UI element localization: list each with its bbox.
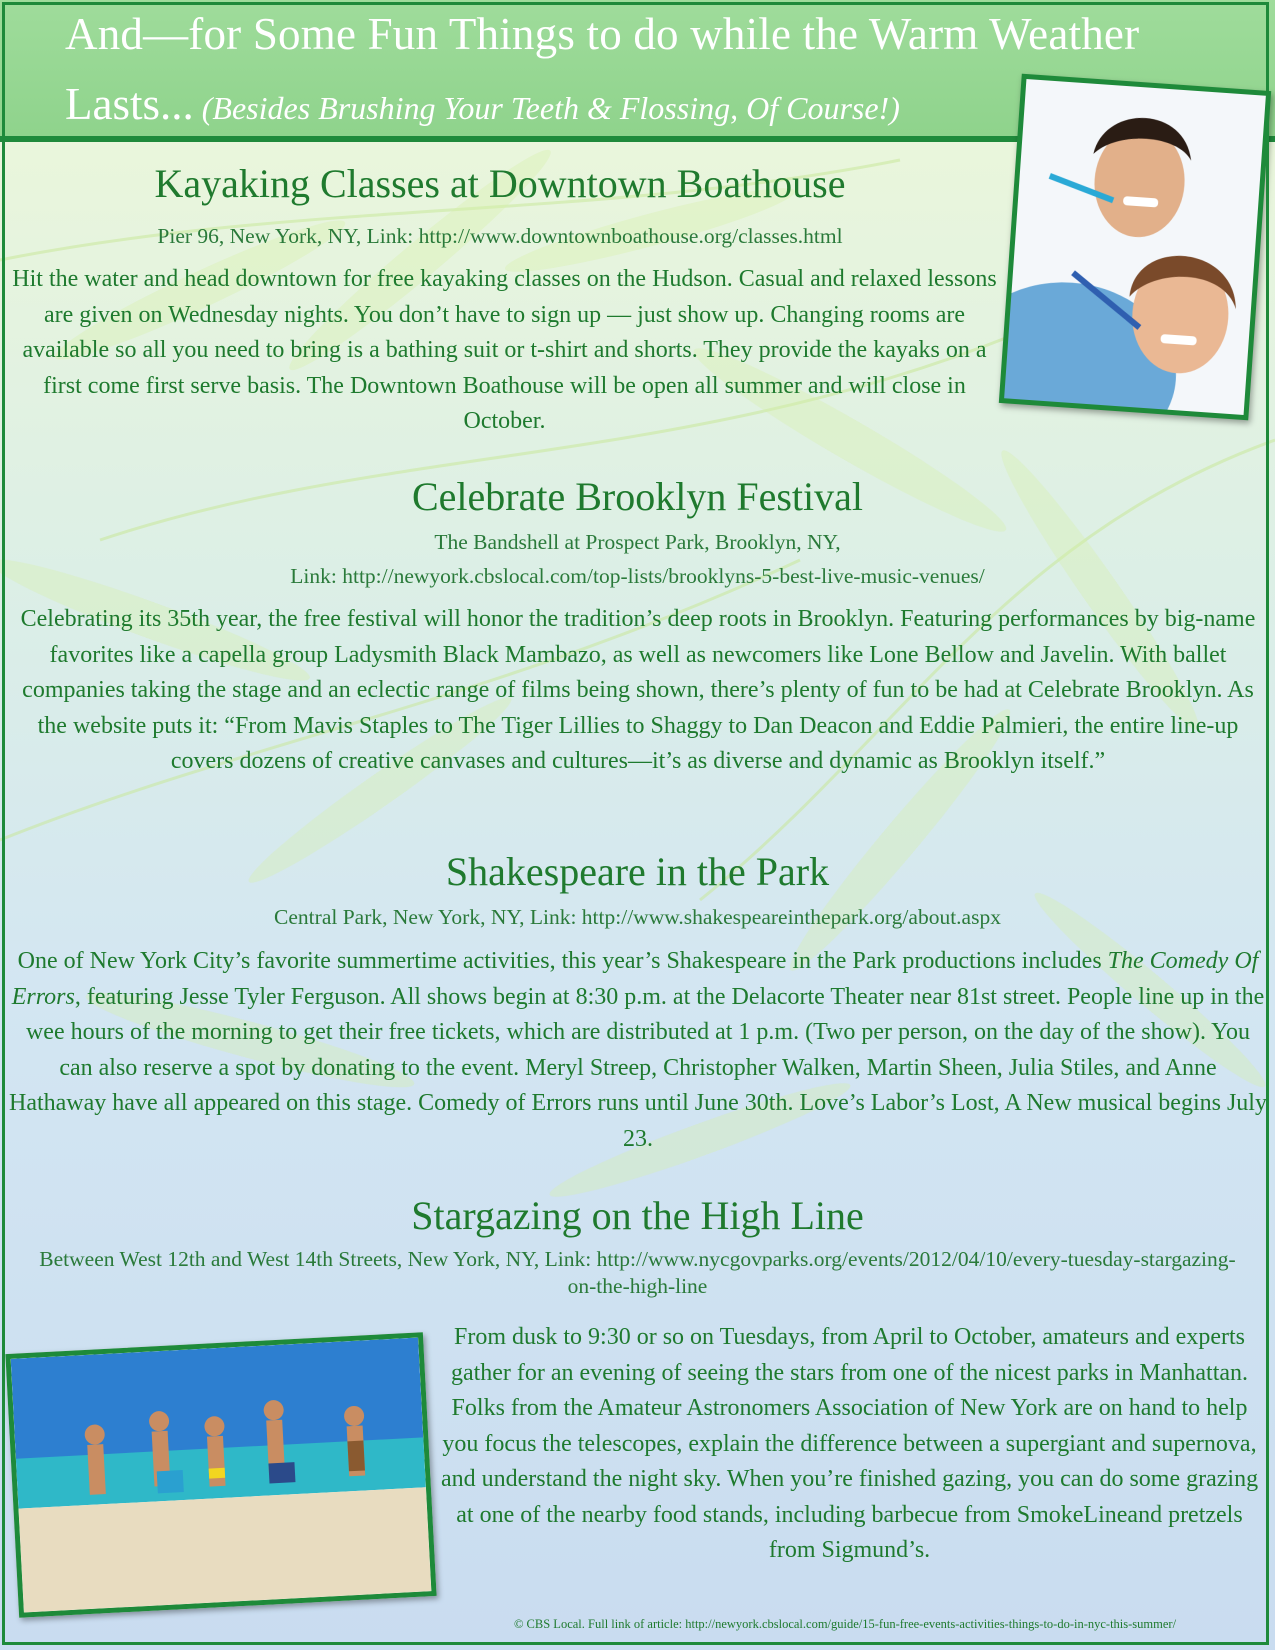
couple-brushing-teeth-photo [999, 74, 1271, 421]
shakespeare-body-start: One of New York City’s favorite summertime activities, this year’s Shakespeare in the Park productions includes [17, 948, 1108, 974]
header-subtitle: (Besides Brushing Your Teeth & Flossing, Of Course!) [201, 90, 900, 126]
section-meta-shakespeare: Central Park, New York, NY, Link: http://www.shakespeareinthepark.org/about.aspx [274, 905, 1001, 929]
section-meta-stargazing: Between West 12th and West 14th Streets, New York, NY, Link: http://www.nycgovparks.org/events/2012/04/10/every-tuesday-stargazing-on-the-high-line [39, 1247, 1236, 1298]
section-title-shakespeare: Shakespeare in the Park [445, 849, 830, 894]
header-title-line1: And—for Some Fun Things to do while the Warm Weather [65, 9, 1140, 59]
shakespeare-body-end: , featuring Jesse Tyler Ferguson. All shows begin at 8:30 p.m. at the Delacorte Theater near 81st street. People line up in the wee hours of the morning to get their free tickets, which are distributed at 1 p.m. (Two per person, on the day of the show). You can also reserve a spot by donating to the event. Meryl Streep, Christopher Walken, Martin Sheen, Julia Stiles, and Anne Hathaway have all appeared on this stage. Comedy of Errors runs until June 30th. Love’s Labor’s Lost, A New musical begins July 23. [9, 983, 1267, 1152]
section-body-celebrate-brooklyn: Celebrating its 35th year, the free festival will honor the tradition’s deep roots in Brooklyn. Featuring performances by big-name favorites like a capella group Ladysmith Black Mambazo, as well as newcomers like Lone Bellow and Javelin. With ballet companies taking the stage and an eclectic range of films being shown, there’s plenty of fun to be had at Celebrate Brooklyn. As the website puts it: “From Mavis Staples to The Tiger Lillies to Shaggy to Dan Deacon and Eddie Palmieri, the entire line-up covers dozens of creative canvases and cultures—it’s as diverse and dynamic as Brooklyn itself.” [20, 606, 1256, 774]
section-meta-celebrate-brooklyn-location: The Bandshell at Prospect Park, Brooklyn, NY, [434, 530, 841, 554]
section-meta-kayaking: Pier 96, New York, NY, Link: http://www.downtownboathouse.org/classes.html [157, 224, 843, 248]
section-title-stargazing: Stargazing on the High Line [411, 1193, 864, 1238]
article-credit: © CBS Local. Full link of article: http://newyork.cbslocal.com/guide/15-fun-free-events-activities-things-to-do-in-nyc-this-summer/ [513, 1617, 1177, 1631]
header-title-main: Lasts... [65, 79, 194, 129]
beach-jumping-friends-photo [5, 1332, 436, 1618]
section-title-kayaking: Kayaking Classes at Downtown Boathouse [154, 161, 846, 206]
section-body-shakespeare [8, 944, 1268, 1157]
section-title-celebrate-brooklyn: Celebrate Brooklyn Festival [411, 474, 863, 519]
section-body-stargazing: From dusk to 9:30 or so on Tuesdays, from April to October, amateurs and experts gather for an evening of seeing the stars from one of the nicest parks in Manhattan. Folks from the Amateur Astronomers Association of New York are on hand to help you focus the telescopes, explain the difference between a supergiant and supernova, and understand the night sky. When you’re finished gazing, you can do some grazing at one of the nearby food stands, including barbecue from SmokeLineand pretzels from Sigmund’s. [440, 1324, 1259, 1563]
header-title-line2 [65, 78, 900, 130]
section-meta-celebrate-brooklyn-link: Link: http://newyork.cbslocal.com/top-lists/brooklyns-5-best-live-music-venues/ [290, 564, 985, 588]
section-body-kayaking: Hit the water and head downtown for free kayaking classes on the Hudson. Casual and relaxed lessons are given on Wednesday nights. You don’t have to sign up — just show up. Changing rooms are available so all you need to bring is a bathing suit or t-shirt and shorts. They provide the kayaks on a first come first serve basis. The Downtown Boathouse will be open all summer and will close in October. [12, 266, 997, 434]
shakespeare-body-play-title: The Comedy Of Errors [11, 948, 1259, 1010]
